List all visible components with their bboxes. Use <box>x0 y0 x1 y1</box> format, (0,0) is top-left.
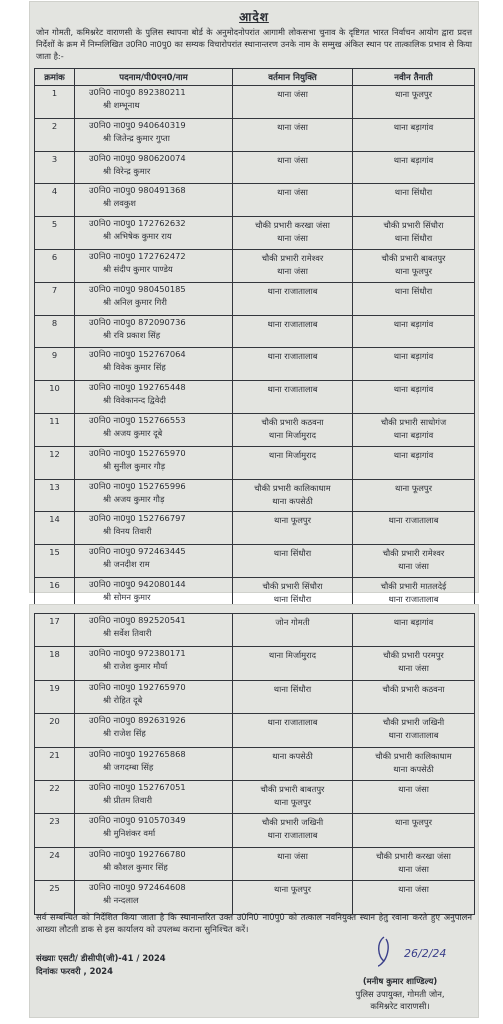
officer-name: श्री नन्दलाल <box>103 895 139 906</box>
new-posting <box>353 348 475 381</box>
officer-cell <box>75 714 233 747</box>
current-posting-line: थाना राजातालाब <box>267 351 318 362</box>
officer-pno: उ0नि0 ना0पु0 152766553 <box>89 414 186 425</box>
serial-number: 5 <box>35 217 75 250</box>
officer-pno: उ0नि0 ना0पु0 172762472 <box>89 250 186 261</box>
current-posting-line: थाना जंसा <box>277 89 308 99</box>
handwritten-signature <box>370 933 470 967</box>
new-posting-line: थाना जंसा <box>398 561 429 572</box>
officer-name: श्री रोहित दूबे <box>103 694 143 705</box>
order-intro-paragraph: जोन गोमती, कमिश्नरेट वाराणसी के पुलिस स्थापना बोर्ड के अनुमोदनोपरांत आगामी लोकसभा चुनाव के दृष्टिगत भारत निर्वाचन आयोग द्वारा प्रदत्त निर्देशों के क्रम में निम्नलिखित उ0नि0 ना0पु0 का सम्यक विचारोपरांत स्थानान्तरण उनके नाम के सम्मुख अंकित स्थान पर तात्कालिक प्रभाव से किया जाता है:- <box>36 27 472 61</box>
officer-pno: उ0नि0 ना0पु0 892380211 <box>89 87 186 97</box>
serial-number: 8 <box>35 315 75 348</box>
current-posting-line: थाना जंसा <box>277 187 308 198</box>
officer-cell <box>75 814 233 847</box>
table-header-row <box>35 69 475 86</box>
current-posting-line: थाना कपसेठी <box>272 495 313 506</box>
table-row <box>35 512 475 545</box>
table-row <box>35 680 475 713</box>
table-row <box>35 381 475 414</box>
new-posting-line: चौकी प्रभारी करखा जंसा <box>376 850 451 861</box>
current-posting <box>233 184 353 217</box>
officer-cell <box>75 282 233 315</box>
officer-name: श्री प्रीतम तिवारी <box>103 794 153 805</box>
new-posting <box>353 680 475 713</box>
current-posting <box>233 249 353 282</box>
table-row <box>35 217 475 250</box>
new-posting <box>353 413 475 446</box>
new-posting-line: थाना फूलपुर <box>395 817 432 828</box>
new-posting <box>353 184 475 217</box>
serial-number: 11 <box>35 413 75 446</box>
current-posting <box>233 381 353 414</box>
current-posting-line: थाना मिर्जामुराद <box>268 429 317 440</box>
current-posting-line: थाना राजातालाब <box>267 285 318 296</box>
officer-pno: उ0नि0 ना0पु0 192765970 <box>89 681 186 692</box>
officer-cell <box>75 86 233 119</box>
new-posting-line: चौकी प्रभारी कालिकाधाम <box>375 750 452 761</box>
signature-date: 26/2/24 <box>404 947 447 960</box>
new-posting-line: चौकी प्रभारी सिंधौरा <box>383 220 444 231</box>
current-posting-line: थाना सिंधौरा <box>273 593 312 604</box>
officer-name: श्री विवेकानन्द द्विवेदी <box>103 395 166 406</box>
officer-pno: उ0नि0 ना0पु0 940640319 <box>89 119 186 130</box>
new-posting-line: थाना सिंधौरा <box>394 233 433 244</box>
officer-name: श्री कौशल कुमार सिंह <box>103 861 168 872</box>
new-posting-line: थाना बड़ागांव <box>393 429 434 440</box>
new-posting-line: थाना जंसा <box>398 783 429 794</box>
current-posting-line: थाना जंसा <box>277 154 308 165</box>
new-posting <box>353 881 475 914</box>
table-row <box>35 413 475 446</box>
document-page-1 <box>30 2 478 604</box>
serial-number: 20 <box>35 714 75 747</box>
new-posting-line: थाना जंसा <box>398 863 429 874</box>
officer-pno: उ0नि0 ना0पु0 152766797 <box>89 513 186 524</box>
table-row <box>35 614 475 647</box>
current-posting-line: थाना जंसा <box>277 121 308 132</box>
table-row <box>35 118 475 151</box>
new-posting-line: चौकी प्रभारी मातलदेई <box>380 580 447 591</box>
officer-cell <box>75 479 233 512</box>
new-posting <box>353 847 475 880</box>
current-posting <box>233 118 353 151</box>
officer-cell <box>75 512 233 545</box>
officer-name: श्री मुनिशंकर वर्मा <box>103 828 156 839</box>
serial-number: 14 <box>35 512 75 545</box>
officer-name: श्री अजय कुमार दूबे <box>103 427 163 438</box>
new-posting-line: चौकी प्रभारी साधोगंज <box>380 416 447 427</box>
serial-number: 15 <box>35 545 75 578</box>
header-current-posting: वर्तमान नियुक्ति <box>233 69 353 86</box>
new-posting-line: थाना बड़ागांव <box>393 351 434 362</box>
serial-number: 25 <box>35 881 75 914</box>
new-posting-line: चौकी प्रभारी रामेश्वर <box>382 548 445 559</box>
current-posting <box>233 446 353 479</box>
officer-cell <box>75 545 233 578</box>
new-posting-line: थाना बड़ागांव <box>393 384 434 395</box>
officer-cell <box>75 780 233 813</box>
current-posting <box>233 545 353 578</box>
officer-pno: उ0नि0 ना0पु0 172762632 <box>89 218 186 229</box>
signatory-designation: पुलिस उपायुक्त, गोमती जोन, <box>355 989 445 999</box>
new-posting-line: थाना फूलपुर <box>395 482 432 493</box>
officer-cell <box>75 381 233 414</box>
current-posting-line: थाना मिर्जामुराद <box>268 650 317 661</box>
new-posting-line: थाना बड़ागांव <box>393 121 434 132</box>
new-posting-line: चौकी प्रभारी जखिनी <box>382 717 445 728</box>
officer-pno: उ0नि0 ना0पु0 910570349 <box>89 815 186 826</box>
officer-name: श्री जनदीश राम <box>103 559 150 570</box>
officer-name: श्री विवेक कुमार सिंह <box>103 362 166 373</box>
new-posting-line: थाना फूलपुर <box>395 89 432 99</box>
table-row <box>35 348 475 381</box>
current-posting <box>233 348 353 381</box>
current-posting-line: थाना सिंधौरा <box>273 683 312 694</box>
new-posting-line: थाना कपसेठी <box>393 763 434 774</box>
serial-number: 1 <box>35 86 75 119</box>
table-row <box>35 446 475 479</box>
current-posting-line: थाना जंसा <box>277 265 308 276</box>
officer-name: श्री अजय कुमार गौड़ <box>103 493 165 504</box>
new-posting-line: थाना राजातालाब <box>388 515 439 526</box>
new-posting-line: थाना राजातालाब <box>388 730 439 741</box>
officer-pno: उ0नि0 ना0पु0 152765996 <box>89 480 186 491</box>
new-posting <box>353 647 475 680</box>
serial-number: 4 <box>35 184 75 217</box>
current-posting <box>233 714 353 747</box>
current-posting <box>233 814 353 847</box>
table-row <box>35 282 475 315</box>
serial-number: 23 <box>35 814 75 847</box>
current-posting-line: थाना राजातालाब <box>267 318 318 329</box>
officer-cell <box>75 413 233 446</box>
table-row <box>35 780 475 813</box>
officer-cell <box>75 680 233 713</box>
new-posting-line: थाना बड़ागांव <box>393 449 434 460</box>
new-posting-line: थाना बड़ागांव <box>393 617 434 627</box>
current-posting-line: थाना मिर्जामुराद <box>268 449 317 460</box>
current-posting-line: थाना फूलपुर <box>274 884 311 895</box>
current-posting-line: थाना फूलपुर <box>274 515 311 526</box>
new-posting <box>353 614 475 647</box>
current-posting-line: थाना जंसा <box>277 233 308 244</box>
table-row <box>35 647 475 680</box>
officer-pno: उ0नि0 ना0पु0 980491368 <box>89 185 186 196</box>
new-posting <box>353 780 475 813</box>
officer-pno: उ0नि0 ना0पु0 192765448 <box>89 382 186 393</box>
officer-pno: उ0नि0 ना0पु0 980620074 <box>89 152 186 163</box>
new-posting <box>353 747 475 780</box>
officer-cell <box>75 151 233 184</box>
new-posting-line: चौकी प्रभारी परमपुर <box>383 650 444 661</box>
serial-number: 13 <box>35 479 75 512</box>
officer-name: श्री सुनील कुमार गौड़ <box>103 460 166 471</box>
current-posting-line: थाना सिंधौरा <box>273 548 312 559</box>
table-row <box>35 184 475 217</box>
officer-cell <box>75 249 233 282</box>
new-posting <box>353 118 475 151</box>
serial-number: 10 <box>35 381 75 414</box>
new-posting-line: चौकी प्रभारी कठवना <box>382 683 445 694</box>
current-posting-line: चौकी प्रभारी जखिनी <box>261 817 324 828</box>
new-posting <box>353 315 475 348</box>
serial-number: 2 <box>35 118 75 151</box>
serial-number: 21 <box>35 747 75 780</box>
current-posting-line: थाना राजातालाब <box>267 717 318 728</box>
transfer-table-part-1 <box>34 68 475 611</box>
officer-cell <box>75 881 233 914</box>
current-posting <box>233 780 353 813</box>
current-posting-line: थाना राजातालाब <box>267 830 318 841</box>
table-row <box>35 814 475 847</box>
reference-date: दिनांकः फरवरी , 2024 <box>36 966 113 976</box>
current-posting <box>233 881 353 914</box>
current-posting-line: चौकी प्रभारी कठवना <box>261 416 324 427</box>
table-row <box>35 151 475 184</box>
current-posting-line: चौकी प्रभारी कालिकाधाम <box>254 482 331 493</box>
officer-pno: उ0नि0 ना0पु0 192765868 <box>89 748 186 759</box>
table-row <box>35 479 475 512</box>
serial-number: 24 <box>35 847 75 880</box>
current-posting-line: चौकी प्रभारी करखा जंसा <box>255 220 330 231</box>
table-row <box>35 545 475 578</box>
table-row <box>35 315 475 348</box>
officer-pno: उ0नि0 ना0पु0 152765970 <box>89 447 186 458</box>
officer-cell <box>75 118 233 151</box>
new-posting <box>353 714 475 747</box>
signatory-office: कमिश्नरेट वाराणसी। <box>370 1001 430 1011</box>
officer-cell <box>75 647 233 680</box>
new-posting-line: थाना बड़ागांव <box>393 318 434 329</box>
officer-name: श्री विनय तिवारी <box>103 526 152 537</box>
officer-cell <box>75 747 233 780</box>
officer-name: श्री रवि प्रकाश सिंह <box>103 329 161 340</box>
new-posting <box>353 151 475 184</box>
new-posting <box>353 217 475 250</box>
officer-pno: उ0नि0 ना0पु0 152767051 <box>89 781 186 792</box>
current-posting <box>233 315 353 348</box>
officer-cell <box>75 315 233 348</box>
new-posting <box>353 446 475 479</box>
new-posting-line: थाना बड़ागांव <box>393 154 434 165</box>
current-posting <box>233 512 353 545</box>
new-posting-line: चौकी प्रभारी बाबतपुर <box>381 252 446 263</box>
new-posting-line: थाना राजातालाब <box>388 593 439 604</box>
current-posting <box>233 86 353 119</box>
officer-pno: उ0नि0 ना0पु0 872090736 <box>89 316 186 327</box>
officer-cell <box>75 184 233 217</box>
document-page-2 <box>30 605 478 1017</box>
table-row <box>35 86 475 119</box>
current-posting-line: चौकी प्रभारी बाबतपुर <box>260 783 325 794</box>
officer-pno: उ0नि0 ना0पु0 192766780 <box>89 848 186 859</box>
current-posting-line: थाना जंसा <box>277 850 308 861</box>
new-posting <box>353 282 475 315</box>
new-posting <box>353 512 475 545</box>
current-posting <box>233 847 353 880</box>
serial-number: 3 <box>35 151 75 184</box>
current-posting-line: थाना फूलपुर <box>274 796 311 807</box>
serial-number: 22 <box>35 780 75 813</box>
officer-name: श्री लवकुश <box>103 198 136 209</box>
header-new-posting: नवीन तैनाती <box>353 69 475 86</box>
transfer-table-part-2 <box>34 613 475 915</box>
current-posting-line: चौकी प्रभारी रामेश्वर <box>261 252 324 263</box>
current-posting <box>233 647 353 680</box>
current-posting <box>233 217 353 250</box>
officer-name: श्री अभिषेक कुमार राय <box>103 231 172 242</box>
table-row <box>35 847 475 880</box>
officer-pno: उ0नि0 ना0पु0 972380171 <box>89 648 186 659</box>
officer-pno: उ0नि0 ना0पु0 892520541 <box>89 615 186 625</box>
table-row <box>35 881 475 914</box>
new-posting-line: थाना सिंधौरा <box>394 187 433 198</box>
current-posting-line: थाना कपसेठी <box>272 750 313 761</box>
officer-pno: उ0नि0 ना0पु0 972464608 <box>89 882 186 893</box>
officer-name: श्री जगदम्बा सिंह <box>103 761 154 772</box>
current-posting-line: चौकी प्रभारी सिंधौरा <box>262 580 323 591</box>
instruction-paragraph: सर्व सम्बन्धित को निर्देशित किया जाता है कि स्थानान्तरित उक्त उ0नि0 ना0पु0 को तत्काल नवनियुक्त स्थान हेतु रवाना करते हुए अनुपालन आख्या लौटती डाक से इस कार्यालय को उपलब्ध कराना सुनिश्चित करें। <box>36 912 472 934</box>
header-serial: क्रमांक <box>35 69 75 86</box>
serial-number: 16 <box>35 577 75 610</box>
new-posting <box>353 86 475 119</box>
new-posting-line: थाना जंसा <box>398 884 429 895</box>
officer-name: श्री विरेन्द्र कुमार <box>103 165 151 176</box>
officer-cell <box>75 446 233 479</box>
table-row <box>35 747 475 780</box>
serial-number: 18 <box>35 647 75 680</box>
reference-number: संख्याः एसटी/ डीसीपी(जी)-41 / 2024 <box>36 953 166 963</box>
officer-pno: उ0नि0 ना0पु0 980450185 <box>89 283 186 294</box>
officer-name: श्री राजेश सिंह <box>103 728 146 739</box>
serial-number: 6 <box>35 249 75 282</box>
signatory-name: (मनीष कुमार शाण्डिल्य) <box>362 976 438 986</box>
officer-pno: उ0नि0 ना0पु0 892631926 <box>89 715 186 726</box>
new-posting <box>353 381 475 414</box>
officer-cell <box>75 348 233 381</box>
officer-name: श्री जितेन्द्र कुमार गुप्ता <box>103 132 170 143</box>
serial-number: 12 <box>35 446 75 479</box>
header-designation: पदनाम/पी0एन0/नाम <box>75 69 233 86</box>
officer-name: श्री सर्वेश तिवारी <box>103 628 152 638</box>
officer-cell <box>75 847 233 880</box>
officer-name: श्री राजेश कुमार मौर्या <box>103 661 168 672</box>
order-title: आदेश <box>239 10 269 24</box>
officer-pno: उ0नि0 ना0पु0 972463445 <box>89 546 186 557</box>
serial-number: 19 <box>35 680 75 713</box>
officer-name: श्री शम्भूनाथ <box>103 100 140 110</box>
officer-name: श्री संदीप कुमार पाण्डेय <box>103 263 173 274</box>
current-posting <box>233 282 353 315</box>
new-posting <box>353 814 475 847</box>
current-posting <box>233 413 353 446</box>
officer-pno: उ0नि0 ना0पु0 942080144 <box>89 578 186 589</box>
current-posting-line: थाना राजातालाब <box>267 384 318 395</box>
new-posting <box>353 545 475 578</box>
new-posting-line: थाना सिंधौरा <box>394 285 433 296</box>
serial-number: 9 <box>35 348 75 381</box>
current-posting <box>233 151 353 184</box>
new-posting-line: थाना फूलपुर <box>395 265 432 276</box>
serial-number: 7 <box>35 282 75 315</box>
new-posting <box>353 249 475 282</box>
serial-number: 17 <box>35 614 75 647</box>
table-row <box>35 249 475 282</box>
officer-cell <box>75 614 233 647</box>
new-posting <box>353 479 475 512</box>
new-posting-line: थाना जंसा <box>398 663 429 674</box>
officer-pno: उ0नि0 ना0पु0 152767064 <box>89 349 186 360</box>
officer-cell <box>75 217 233 250</box>
current-posting-line: जोन गोमती <box>275 617 310 627</box>
table-row <box>35 714 475 747</box>
officer-name: श्री अनिल कुमार गिरी <box>103 296 167 307</box>
current-posting <box>233 680 353 713</box>
current-posting <box>233 479 353 512</box>
current-posting <box>233 747 353 780</box>
current-posting <box>233 614 353 647</box>
officer-name: श्री सोमन कुमार <box>103 591 151 602</box>
